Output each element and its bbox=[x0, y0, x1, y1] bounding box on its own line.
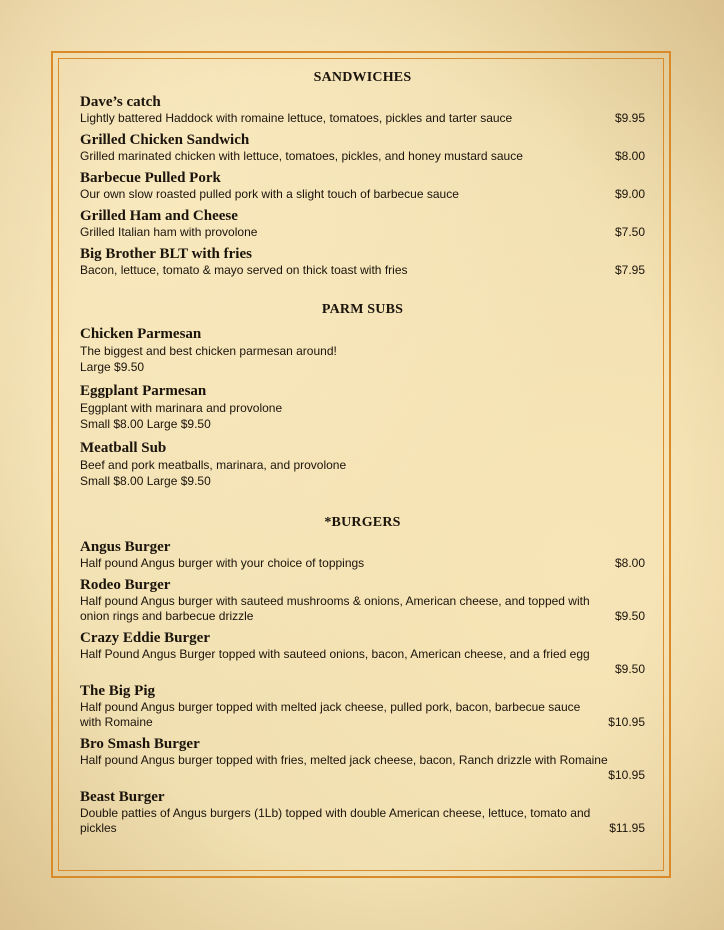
menu-item bbox=[80, 325, 645, 375]
item-desc-row bbox=[80, 149, 645, 164]
section-title: SANDWICHES bbox=[313, 70, 412, 85]
section-burgers bbox=[80, 515, 645, 836]
menu-item bbox=[80, 93, 645, 126]
item-description: Our own slow roasted pulled pork with a slight touch of barbecue sauce bbox=[80, 187, 459, 201]
menu-item bbox=[80, 439, 645, 489]
item-price: $9.50 bbox=[614, 609, 645, 623]
item-description: Bacon, lettuce, tomato & mayo served on thick toast with fries bbox=[80, 263, 408, 277]
menu-item bbox=[80, 169, 645, 202]
item-name: Grilled Chicken Sandwich bbox=[80, 132, 250, 148]
item-description: Double patties of Angus burgers (1Lb) topped with double American cheese, lettuce, tomato and pickles bbox=[80, 806, 591, 835]
section-title: *BURGERS bbox=[324, 515, 401, 530]
item-price: $8.00 bbox=[614, 556, 645, 570]
menu-item bbox=[80, 735, 645, 783]
item-description: Half pound Angus burger with your choice of toppings bbox=[80, 556, 365, 570]
item-price: $9.50 bbox=[614, 662, 645, 676]
item-price: $7.95 bbox=[614, 263, 645, 277]
item-price: $8.00 bbox=[614, 149, 645, 163]
item-desc-row bbox=[80, 263, 645, 278]
menu-item bbox=[80, 788, 645, 836]
menu-item bbox=[80, 576, 645, 624]
item-sizes: Small $8.00 Large $9.50 bbox=[80, 474, 211, 488]
item-price: $9.95 bbox=[614, 111, 645, 125]
item-description: Half pound Angus burger with sauteed mushrooms & onions, American cheese, and topped with onion rings and barbecue drizzle bbox=[80, 594, 590, 623]
menu-item bbox=[80, 382, 645, 432]
item-name: Rodeo Burger bbox=[80, 577, 171, 593]
item-name: Chicken Parmesan bbox=[80, 326, 202, 342]
item-description: Half pound Angus burger topped with fries, melted jack cheese, bacon, Ranch drizzle with Romaine bbox=[80, 753, 608, 767]
item-desc-row bbox=[80, 594, 645, 624]
item-description: Beef and pork meatballs, marinara, and provolone bbox=[80, 458, 347, 472]
menu-content bbox=[80, 70, 645, 841]
item-sizes: Large $9.50 bbox=[80, 360, 145, 374]
item-name: Meatball Sub bbox=[80, 440, 167, 456]
section-sandwiches bbox=[80, 70, 645, 278]
item-desc-row bbox=[80, 556, 645, 571]
item-desc-row bbox=[80, 753, 645, 768]
section-title: PARM SUBS bbox=[321, 302, 404, 317]
item-description: Eggplant with marinara and provolone bbox=[80, 401, 283, 415]
item-description: Grilled marinated chicken with lettuce, tomatoes, pickles, and honey mustard sauce bbox=[80, 149, 523, 163]
section-parm-subs bbox=[80, 302, 645, 489]
item-price: $11.95 bbox=[609, 821, 645, 835]
item-price: $9.00 bbox=[614, 187, 645, 201]
item-description: Half Pound Angus Burger topped with sauteed onions, bacon, American cheese, and a fried egg bbox=[80, 647, 590, 661]
item-desc-row bbox=[80, 806, 645, 836]
item-desc-row bbox=[80, 647, 645, 662]
item-name: Big Brother BLT with fries bbox=[80, 246, 252, 262]
item-name: Bro Smash Burger bbox=[80, 736, 200, 752]
menu-item bbox=[80, 131, 645, 164]
menu-item bbox=[80, 629, 645, 677]
item-sizes: Small $8.00 Large $9.50 bbox=[80, 417, 211, 431]
item-description: Half pound Angus burger topped with melted jack cheese, pulled pork, bacon, barbecue sauce with Romaine bbox=[80, 700, 581, 729]
item-description: Lightly battered Haddock with romaine lettuce, tomatoes, pickles and tarter sauce bbox=[80, 111, 513, 125]
item-price: $10.95 bbox=[608, 715, 645, 729]
item-name: Barbecue Pulled Pork bbox=[80, 170, 221, 186]
menu-item bbox=[80, 245, 645, 278]
item-name: Eggplant Parmesan bbox=[80, 383, 207, 399]
menu-item bbox=[80, 207, 645, 240]
item-name: The Big Pig bbox=[80, 683, 156, 699]
item-desc-row bbox=[80, 187, 645, 202]
item-desc-row bbox=[80, 225, 645, 240]
item-name: Beast Burger bbox=[80, 789, 165, 805]
item-price: $7.50 bbox=[614, 225, 645, 239]
item-description: Grilled Italian ham with provolone bbox=[80, 225, 258, 239]
item-price: $10.95 bbox=[608, 768, 645, 782]
item-name: Dave’s catch bbox=[80, 94, 161, 110]
item-desc-row bbox=[80, 700, 645, 730]
item-name: Angus Burger bbox=[80, 539, 171, 555]
menu-item bbox=[80, 682, 645, 730]
menu-item bbox=[80, 538, 645, 571]
item-name: Crazy Eddie Burger bbox=[80, 630, 210, 646]
item-name: Grilled Ham and Cheese bbox=[80, 208, 238, 224]
item-description: The biggest and best chicken parmesan around! bbox=[80, 344, 337, 358]
item-desc-row bbox=[80, 111, 645, 126]
